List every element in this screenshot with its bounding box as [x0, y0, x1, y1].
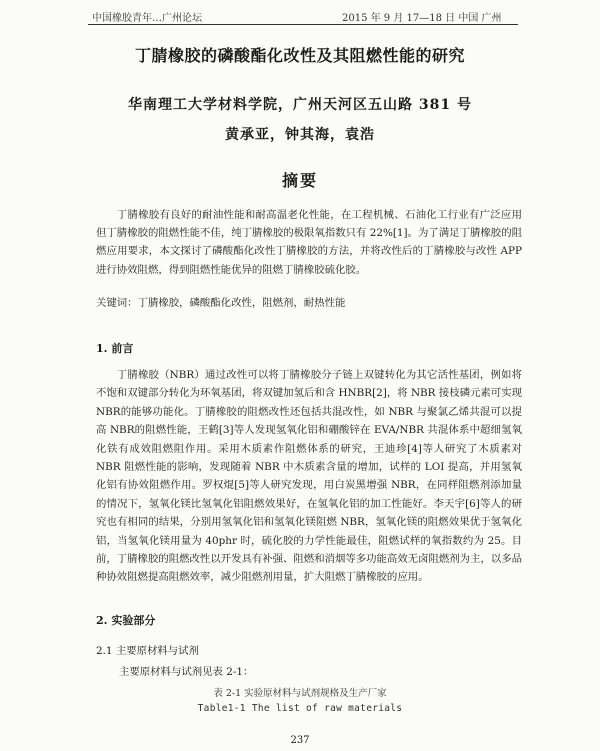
section-1-heading: 1. 前言: [96, 342, 134, 355]
section-2-heading: 2. 实验部分: [96, 614, 156, 627]
subsection-2-1-heading: 2.1 主要原材料与试剂: [96, 645, 199, 657]
paper-title: 丁腈橡胶的磷酸酯化改性及其阻燃性能的研究: [134, 46, 465, 65]
running-header-left: 中国橡胶青年…广州论坛: [92, 13, 202, 24]
running-header-right: 2015 年 9 月 17—18 日 中国 广州: [342, 13, 502, 24]
keywords: 关键词：丁腈橡胶，磷酸酯化改性，阻燃剂，耐热性能: [96, 297, 346, 309]
header-rule: [88, 24, 518, 25]
table-caption-chinese: 表 2-1 实验原材料与试剂规格及生产厂家: [213, 688, 387, 699]
abstract-heading: 摘要: [281, 171, 318, 190]
abstract-text: 丁腈橡胶有良好的耐油性能和耐高温老化性能，在工程机械、石油化工行业有广泛应用但丁腈橡胶的阻燃性能不佳，纯丁腈橡胶的极限氧指数只有 22%[1]。为了满足丁腈橡胶的阻燃应用要求，本文探讨了磷酸酯化改性丁腈橡胶的方法，并将改性后的丁腈橡胶与改性 APP进行协效阻燃，得到阻燃性能优异的阻燃丁腈橡胶硫化胶。: [96, 209, 522, 276]
introduction-text: 丁腈橡胶（NBR）通过改性可以将丁腈橡胶分子链上双键转化为其它活性基团，例如将不饱和双键部分转化为环氧基团，将双键加氢后和含 HNBR[2]，将 NBR 接枝磷元素可实现 NBR的能够功能化。丁腈橡胶的阻燃改性还包括共混改性，如 NBR 与聚氯乙烯共混可以提高 NBR的阻燃性能，王鹤[3]等人发现氢氧化铝和硼酸锌在 EVA/NBR 共混体系中超细氢氧化铁有成效阻燃阻作用。采用木质素作阻燃体系的研究，王迪珍[4]等人研究了木质素对 NBR 阻燃性能的影响，发现随着 NBR 中木质素含量的增加，试样的 LOI 提高，并用氢氧化铝有协效阻燃作用。罗权焜[5]等人研究发现，用白炭黑增强 NBR，在同样阻燃剂添加量的情况下，氢氧化镁比氢氧化铝阻燃效果好，在氢氧化铝的加工性能好。李天宇[6]等人的研究也有相同的结果，分别用氢氧化铝和氢氧化镁阻燃 NBR，氢氧化镁的阻燃效果优于氢氧化铝，当氢氧化镁用量为 40phr 时，硫化胶的力学性能最佳，阻燃试样的氧指数约为 25。目前，丁腈橡胶的阻燃改性以开发具有补强、阻燃和消烟等多功能高效无卤阻燃剂为主，以多品种协效阻燃提高阻燃效率，减少阻燃剂用量，扩大阻燃丁腈橡胶的应用。: [96, 369, 523, 584]
subsection-2-1-text: 主要原材料与试剂见表 2-1：: [119, 666, 254, 678]
affiliation: 华南理工大学材料学院，广州天河区五山路 381 号: [128, 97, 472, 113]
authors: 黄承亚，钟其海，袁浩: [225, 127, 375, 143]
page-number: 237: [290, 735, 310, 746]
table-caption-english: Table1-1 The list of raw materials: [197, 703, 403, 714]
